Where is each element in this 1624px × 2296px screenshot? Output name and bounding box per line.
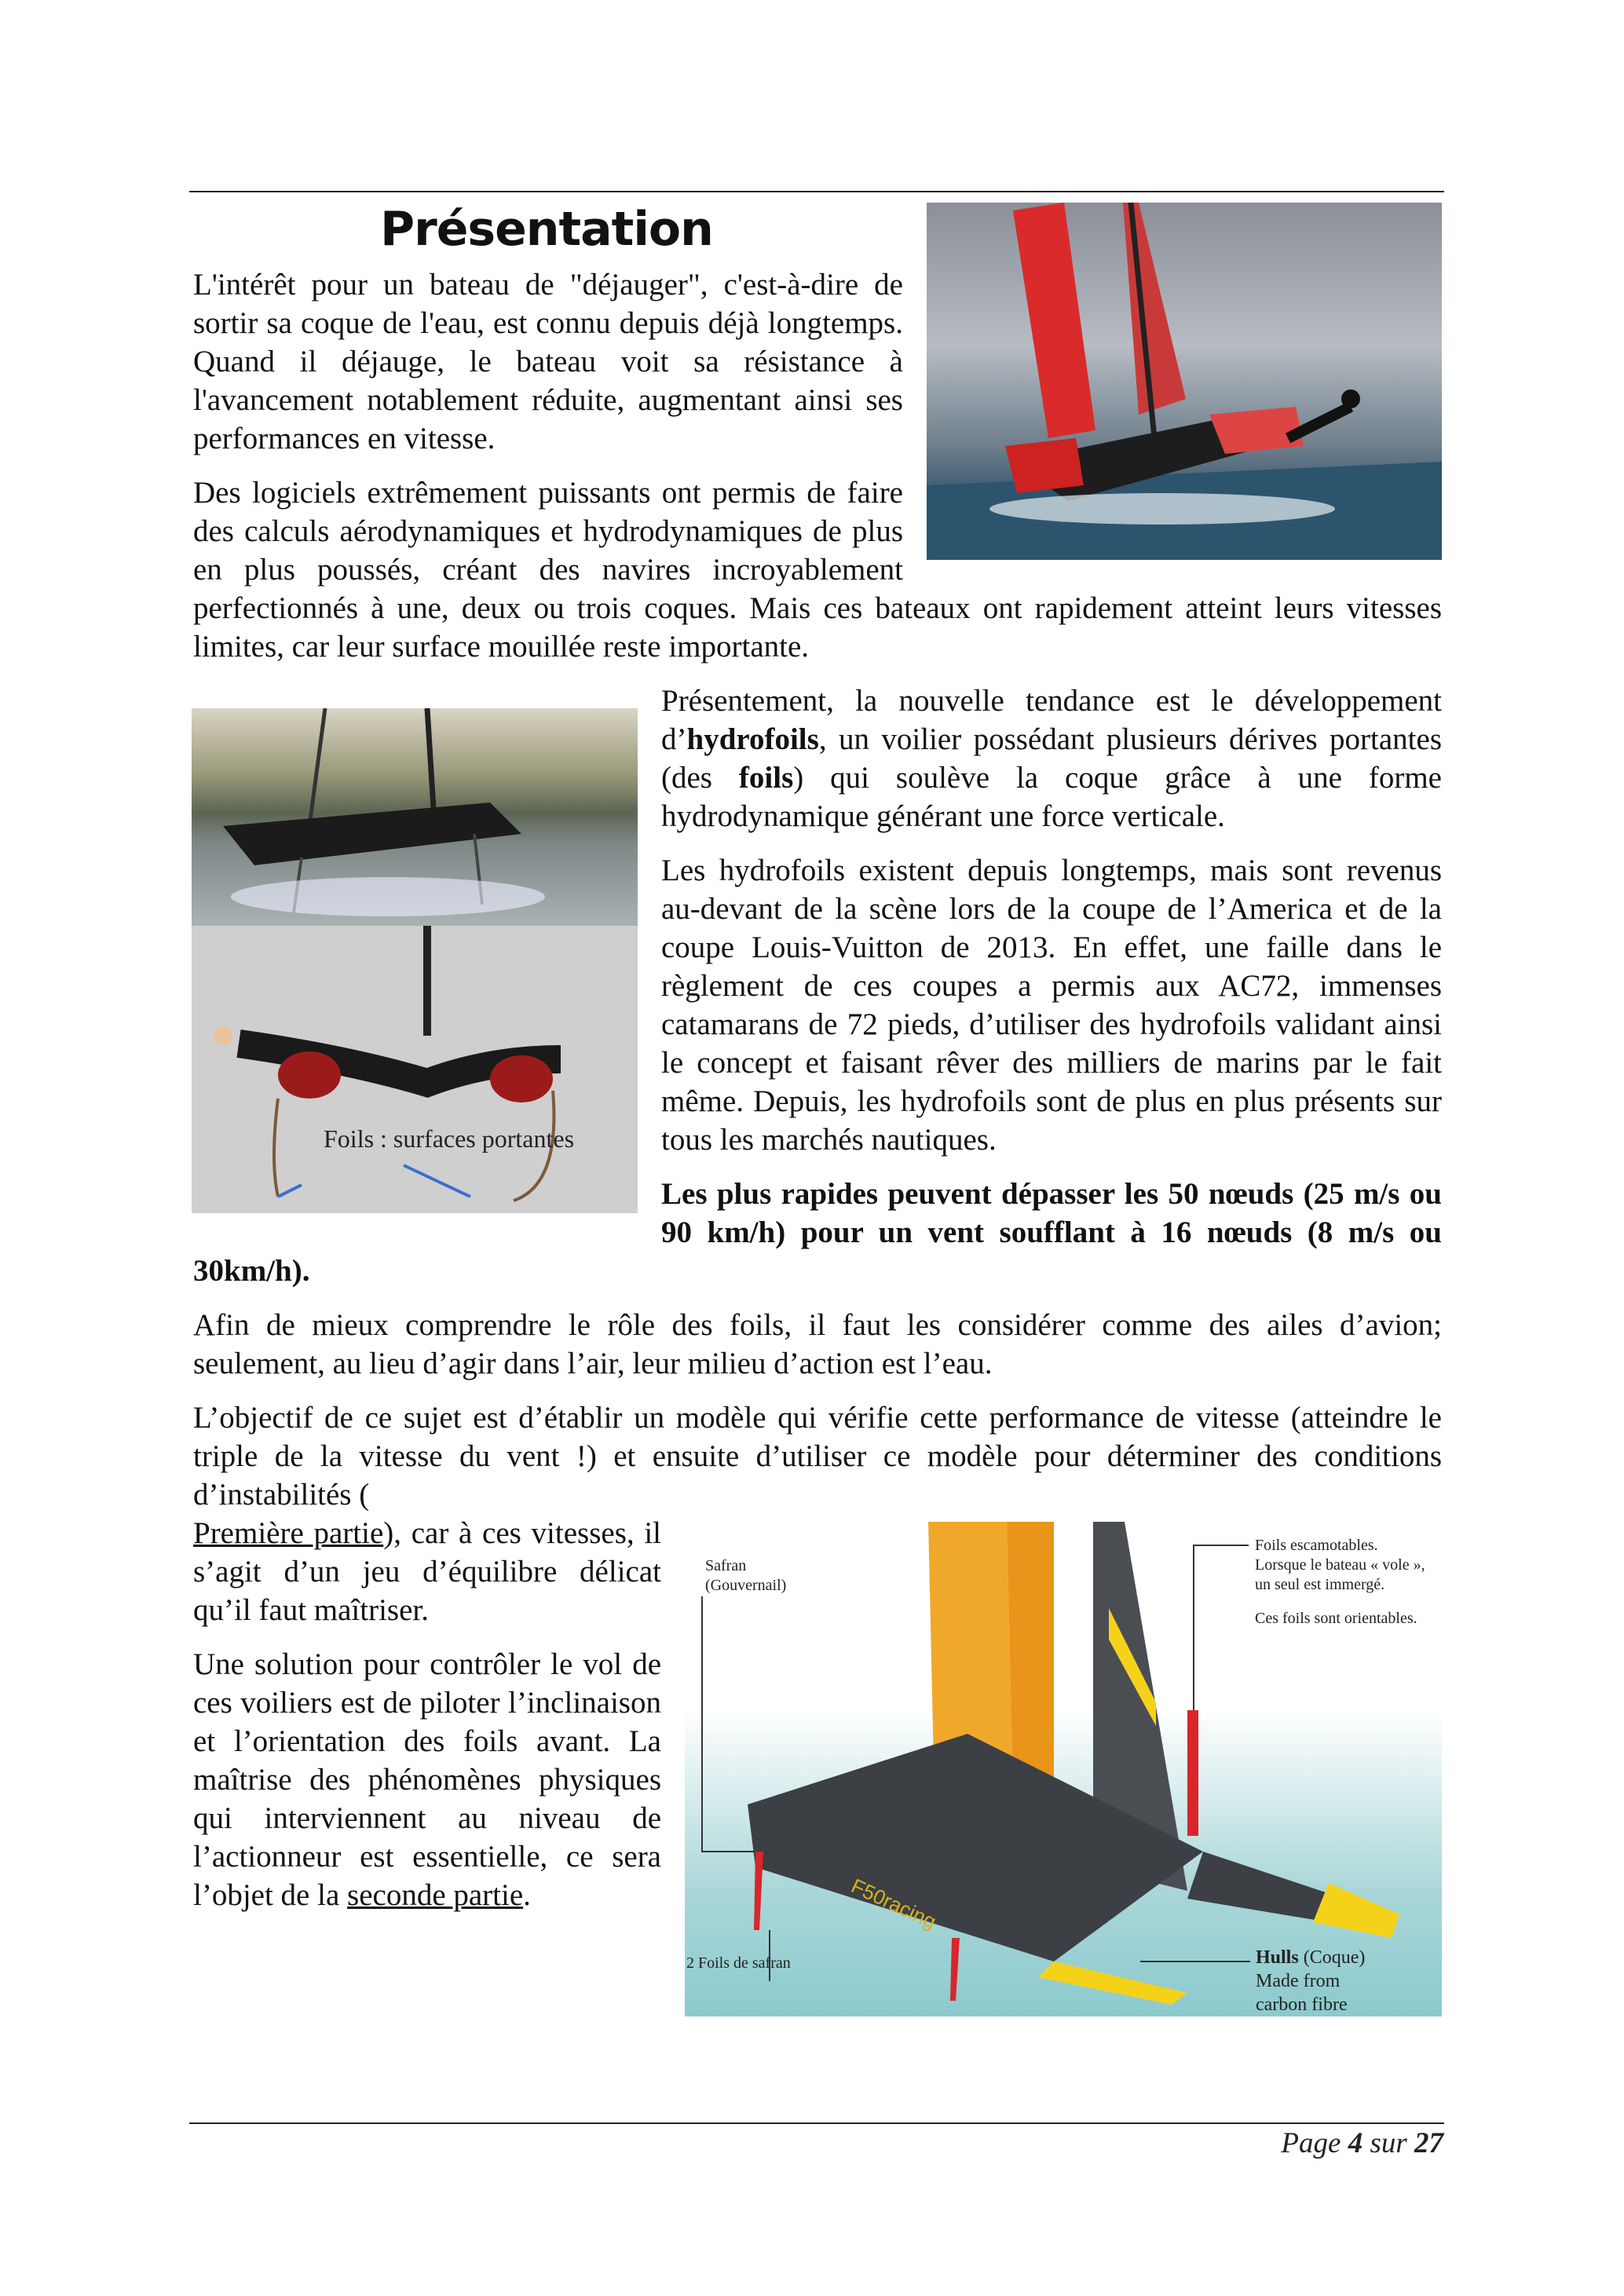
solution-paragraph: Une solution pour contrôler le vol de ces voiliers est de piloter l’inclinaison et l’orientation des foils avant. La maîtrise des phénomènes physiques qui interviennent au niveau de l’actionneur est essentielle, ce sera l’objet de la seconde partie. bbox=[193, 1647, 661, 1912]
f50-catamaran-diagram bbox=[685, 1522, 1442, 2016]
foil-diagram-render bbox=[192, 926, 638, 1213]
objective-paragraph-cont: Première partie), car à ces vitesses, il s’agit d’un jeu d’équilibre délicat qu’il faut maîtriser. bbox=[193, 1516, 662, 1627]
hydrofoil-catamaran-photo bbox=[927, 203, 1442, 560]
page-title: Présentation bbox=[380, 202, 713, 257]
hydrofoil-trend-paragraph: Présentement, la nouvelle tendance est le développement d’hydrofoils, un voilier possédant plusieurs dérives portantes (des foils) qui soulève la coque grâce à une forme hydrodynamique générant une force verticale. bbox=[661, 684, 1442, 833]
speed-highlight-paragraph: Les plus rapides peuvent dépasser les 50 nœuds (25 m/s ou 90 km/h) pour un vent soufflant à 16 nœuds (8 m/s ou 30km/h). bbox=[193, 1177, 1442, 1288]
intro-paragraph: L'intérêt pour un bateau de "déjauger", c'est-à-dire de sortir sa coque de l'eau, est connu depuis déjà longtemps. Quand il déjauge, le bateau voit sa résistance à l'avancement notablement réduite, augmentant ainsi ses performances en vitesse. bbox=[193, 268, 903, 455]
page-content bbox=[193, 198, 1442, 2024]
objective-paragraph: L’objectif de ce sujet est d’établir un modèle qui vérifie cette performance de vitesse (atteindre le triple de la vitesse du vent !) et ensuite d’utiliser ce modèle pour déterminer des conditions d’instabilités ( bbox=[193, 1401, 1442, 1512]
ac72-foiling-photo bbox=[192, 708, 638, 926]
bottom-rule bbox=[189, 2122, 1444, 2124]
premiere-partie-link[interactable]: Première partie bbox=[193, 1516, 384, 1550]
history-paragraph: Les hydrofoils existent depuis longtemps, mais sont revenus au-devant de la scène lors de la coupe de l’America et de la coupe Louis-Vuitton de 2013. En effet, une faille dans le règlement de ces coupes a permis aux AC72, immenses catamarans de 72 pieds, d’utiliser des hydrofoils validant ainsi le concept et faisant rêver des milliers de marins par le fait même. Depuis, les hydrofoils sont de plus en plus présents sur tous les marchés nautiques. bbox=[661, 854, 1442, 1157]
page-number: Page 4 sur 27 bbox=[1281, 2127, 1443, 2159]
safran-label: Safran (Gouvernail) bbox=[705, 1557, 787, 1594]
safran-foils-label: 2 Foils de safran bbox=[686, 1954, 791, 1972]
foils-label: Foils : surfaces portantes bbox=[324, 1124, 575, 1153]
hydrofoil-figure bbox=[192, 708, 638, 1213]
foils-escamotables-label: Foils escamotables. Lorsque le bateau « vole », un seul est immergé. Ces foils sont orientables. bbox=[1255, 1537, 1425, 1627]
top-rule bbox=[189, 191, 1444, 192]
hulls-label: Hulls (Coque) Made from carbon fibre bbox=[1256, 1947, 1366, 2015]
software-paragraph: Des logiciels extrêmement puissants ont permis de faire des calculs aérodynamiques et hydrodynamiques de plus en plus poussés, créant des navires incroyablement perfectionnés à une, deux ou trois coques. Mais ces bateaux ont rapidement atteint leurs vitesses limites, car leur surface mouillée reste importante. bbox=[193, 476, 1442, 664]
wings-paragraph: Afin de mieux comprendre le rôle des foils, il faut les considérer comme des ailes d’avion; seulement, au lieu d’agir dans l’air, leur milieu d’action est l’eau. bbox=[193, 1308, 1442, 1380]
boat-brand: F50racing bbox=[847, 1874, 940, 1934]
seconde-partie-link[interactable]: seconde partie bbox=[347, 1878, 524, 1912]
